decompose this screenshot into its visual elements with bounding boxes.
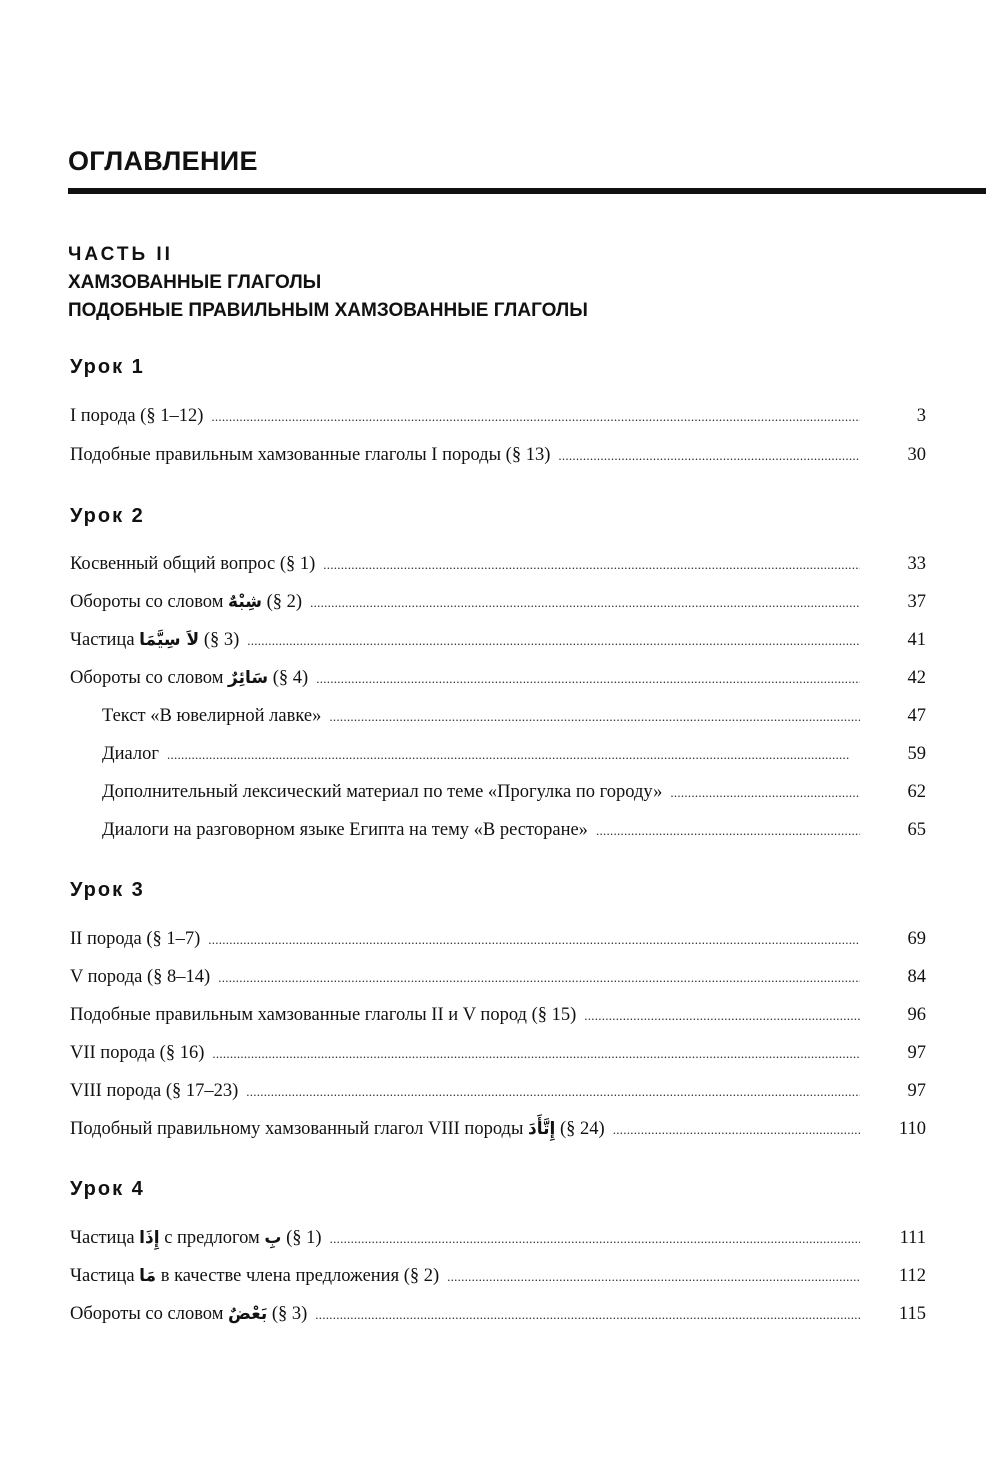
label-text: Частица	[70, 630, 135, 650]
toc-entry-label	[70, 1266, 439, 1287]
dot-leader	[323, 557, 860, 573]
label-text: Обороты со словом	[70, 668, 224, 688]
toc-entry[interactable]	[102, 820, 926, 846]
lesson-1-heading: Урок 1	[70, 356, 145, 378]
toc-entry[interactable]	[70, 1005, 926, 1031]
dot-leader	[208, 932, 860, 948]
toc-entry-label	[70, 1304, 307, 1325]
toc-entry-label: Подобные правильным хамзованные глаголы II и V пород (§ 15)	[70, 1005, 577, 1025]
label-text: Обороты со словом	[70, 1304, 224, 1324]
label-text: Частица	[70, 1266, 135, 1286]
toc-entry-label: Диалог	[102, 744, 159, 764]
dot-leader	[584, 1008, 860, 1024]
toc-entry-label: Дополнительный лексический материал по теме «Прогулка по городу»	[102, 782, 663, 802]
toc-entry-label: V порода (§ 8–14)	[70, 967, 211, 987]
label-text: (§ 2)	[266, 592, 303, 612]
toc-entry[interactable]	[70, 929, 926, 955]
toc-entry[interactable]	[70, 630, 926, 656]
toc-entry-page: 47	[907, 706, 926, 726]
toc-entry[interactable]	[70, 668, 926, 694]
toc-entry[interactable]	[70, 1119, 926, 1145]
arabic-word: مَا	[139, 1266, 157, 1286]
toc-entry-page: 42	[907, 668, 926, 688]
page-title: ОГЛАВЛЕНИЕ	[68, 146, 258, 176]
toc-entry-label	[70, 668, 308, 689]
toc-entry-label	[70, 1119, 605, 1140]
dot-leader	[613, 1122, 860, 1138]
toc-entry-page: 84	[907, 967, 926, 987]
toc-entry[interactable]	[70, 1081, 926, 1107]
toc-entry-page: 115	[898, 1304, 926, 1324]
toc-entry[interactable]	[102, 706, 926, 732]
label-text: (§ 3)	[203, 630, 240, 650]
toc-entry[interactable]	[70, 592, 926, 618]
toc-entry-label: VIII порода (§ 17–23)	[70, 1081, 239, 1101]
arabic-word: سَائِرٌ	[228, 668, 269, 688]
toc-entry-label: Диалоги на разговорном языке Египта на тему «В ресторане»	[102, 820, 588, 840]
dot-leader	[329, 709, 860, 725]
title-rule	[68, 188, 986, 194]
arabic-word: لاَ سِيَّمَا	[139, 630, 200, 650]
dot-leader	[247, 633, 860, 649]
toc-entry[interactable]	[70, 967, 926, 993]
toc-entry-page: 111	[899, 1228, 926, 1248]
toc-entry-label: VII порода (§ 16)	[70, 1043, 205, 1063]
part-title-line2: ПОДОБНЫЕ ПРАВИЛЬНЫМ ХАМЗОВАННЫЕ ГЛАГОЛЫ	[68, 300, 588, 321]
toc-entry[interactable]	[70, 1228, 926, 1254]
toc-entry[interactable]	[70, 406, 926, 432]
label-text: с предлогом	[164, 1228, 260, 1248]
toc-entry[interactable]	[102, 782, 926, 808]
toc-entry-page: 59	[907, 744, 926, 764]
dot-leader	[596, 823, 860, 839]
toc-entry[interactable]	[70, 1043, 926, 1069]
toc-entry-page: 62	[907, 782, 926, 802]
toc-entry-label	[70, 630, 239, 651]
dot-leader	[218, 970, 860, 986]
toc-entry-page: 37	[907, 592, 926, 612]
toc-entry-page: 33	[907, 554, 926, 574]
arabic-word: بِ	[264, 1228, 282, 1248]
toc-entry-page: 69	[907, 929, 926, 949]
toc-entry-page: 96	[907, 1005, 926, 1025]
toc-entry-page: 30	[907, 445, 926, 465]
toc-entry[interactable]	[70, 1304, 926, 1330]
toc-entry-label: Подобные правильным хамзованные глаголы I породы (§ 13)	[70, 445, 551, 465]
dot-leader	[246, 1084, 860, 1100]
toc-entry[interactable]	[70, 445, 926, 471]
dot-leader	[211, 409, 860, 425]
toc-entry-page: 110	[898, 1119, 926, 1139]
dot-leader	[558, 448, 860, 464]
dot-leader	[310, 595, 860, 611]
toc-entry-label: I порода (§ 1–12)	[70, 406, 204, 426]
toc-entry-page: 41	[907, 630, 926, 650]
label-text: (§ 4)	[272, 668, 309, 688]
lesson-2-heading: Урок 2	[70, 505, 145, 527]
arabic-word: بَعْضٌ	[228, 1304, 268, 1324]
label-text: (§ 1)	[286, 1228, 322, 1248]
dot-leader	[670, 785, 860, 801]
dot-leader	[167, 747, 860, 763]
toc-entry-page: 3	[916, 406, 926, 426]
label-text: (§ 3)	[271, 1304, 308, 1324]
arabic-word: شِبْهٌ	[228, 592, 263, 612]
lesson-4-heading: Урок 4	[70, 1178, 145, 1200]
dot-leader	[212, 1046, 860, 1062]
lesson-3-heading: Урок 3	[70, 879, 145, 901]
dot-leader	[315, 1307, 860, 1323]
toc-entry-label	[70, 1228, 322, 1249]
toc-entry-page: 97	[907, 1081, 926, 1101]
part-title-line1: ХАМЗОВАННЫЕ ГЛАГОЛЫ	[68, 272, 322, 293]
toc-entry-page: 97	[907, 1043, 926, 1063]
dot-leader	[447, 1269, 860, 1285]
part-label: ЧАСТЬ II	[68, 244, 173, 265]
toc-entry-label: Косвенный общий вопрос (§ 1)	[70, 554, 316, 574]
toc-entry-label: II порода (§ 1–7)	[70, 929, 201, 949]
label-text: Обороты со словом	[70, 592, 224, 612]
toc-entry-page: 112	[898, 1266, 926, 1286]
arabic-word: إِتَّأَدَ	[528, 1119, 556, 1139]
toc-entry[interactable]	[70, 554, 926, 580]
arabic-word: إِذَا	[139, 1228, 160, 1248]
toc-entry-label: Текст «В ювелирной лавке»	[102, 706, 322, 726]
label-text: в качестве члена предложения (§ 2)	[160, 1266, 440, 1286]
label-text: (§ 24)	[559, 1119, 605, 1139]
toc-entry-label	[70, 592, 302, 613]
toc-entry-page: 65	[907, 820, 926, 840]
dot-leader	[330, 1231, 860, 1247]
label-text: Частица	[70, 1228, 135, 1248]
dot-leader	[316, 671, 860, 687]
toc-entry[interactable]	[102, 744, 926, 770]
label-text: Подобный правильному хамзованный глагол VIII породы	[70, 1119, 524, 1139]
toc-entry[interactable]	[70, 1266, 926, 1292]
